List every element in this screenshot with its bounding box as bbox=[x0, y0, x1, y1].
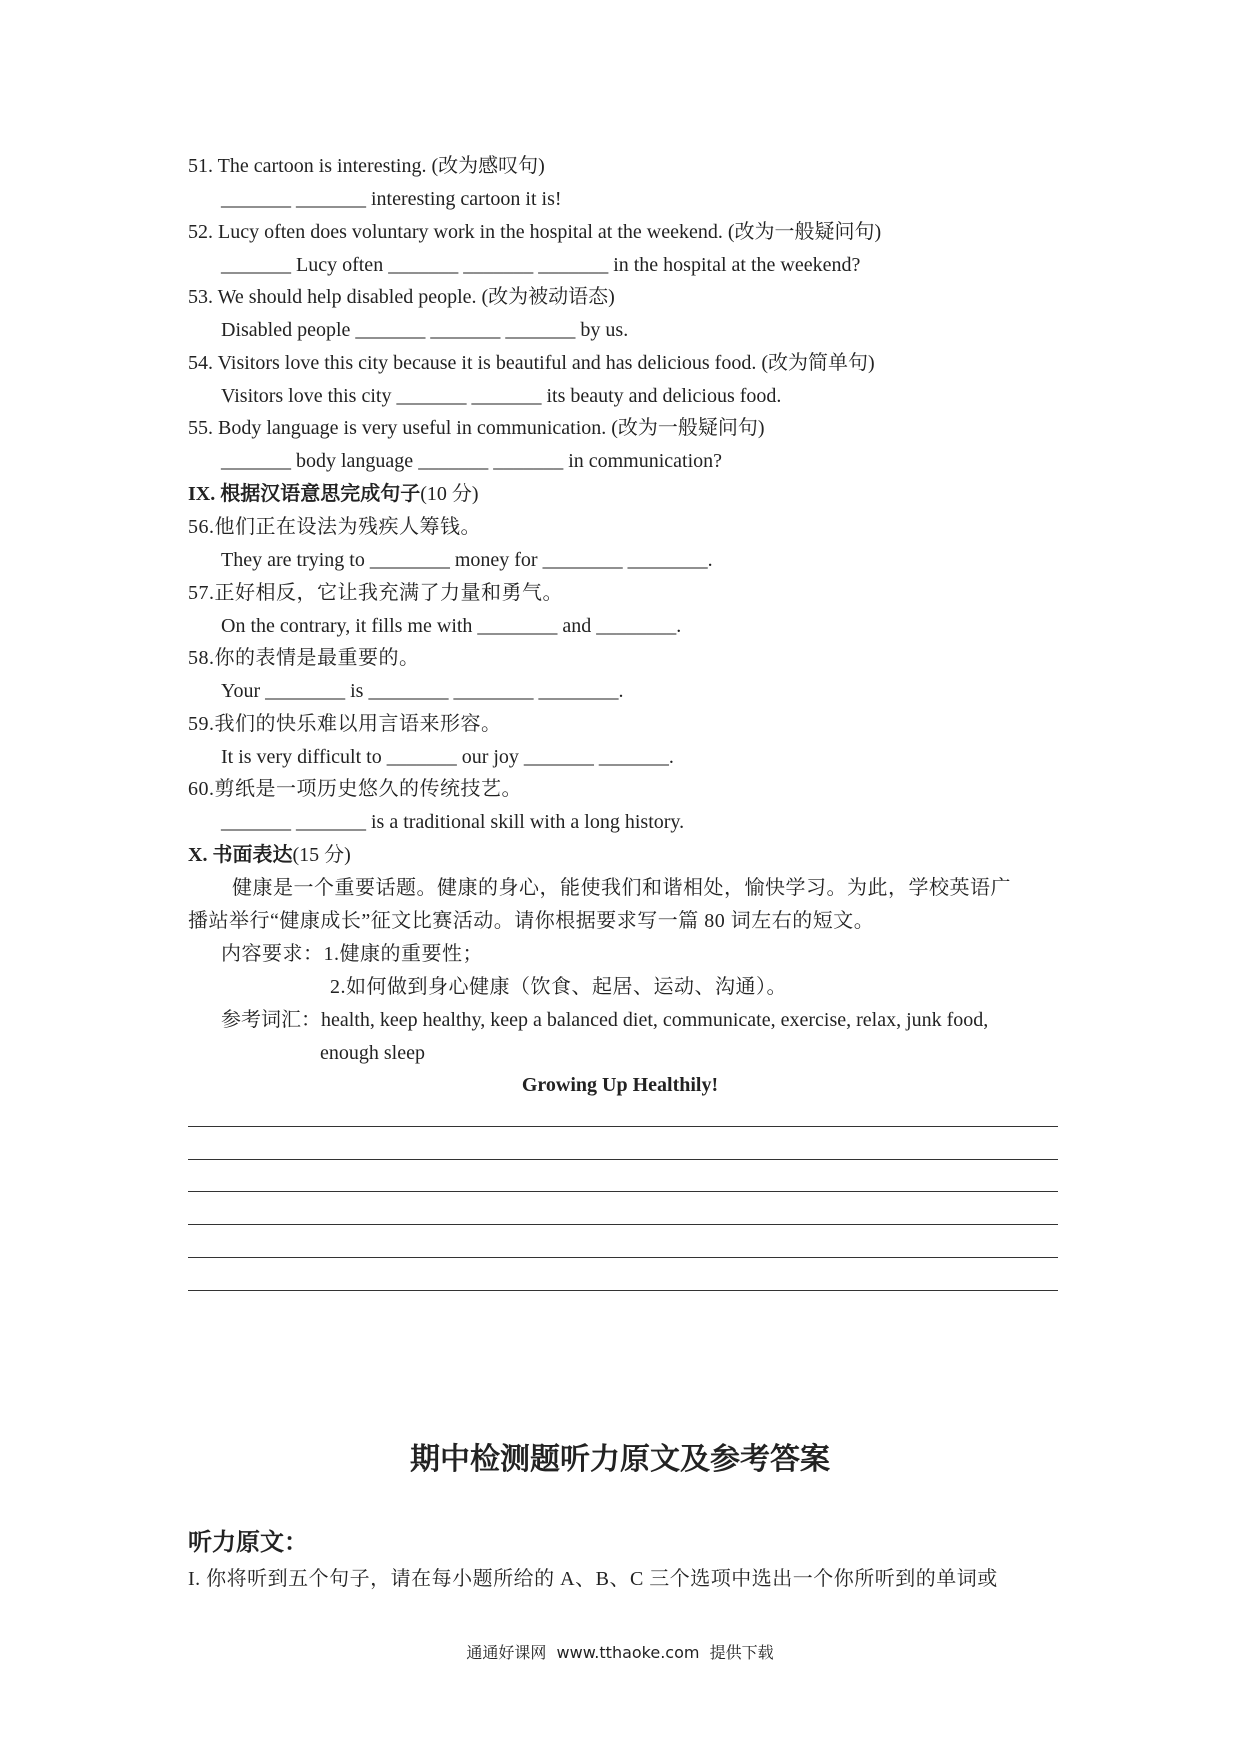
writing-line bbox=[188, 1126, 1058, 1127]
answers-title: 期中检测题听力原文及参考答案 bbox=[410, 1442, 830, 1477]
essay-prompt-line-2: 播站举行“健康成长”征文比赛活动。请你根据要求写一篇 80 词左右的短文。 bbox=[188, 910, 875, 932]
answer-line-55: _______ body language _______ _______ in communication? bbox=[221, 450, 723, 472]
section-9-title: IX. 根据汉语意思完成句子 bbox=[188, 483, 421, 505]
essay-requirement-2: 2.如何做到身心健康（饮食、起居、运动、沟通）。 bbox=[330, 976, 787, 998]
writing-line bbox=[188, 1191, 1058, 1192]
page-footer: 通通好课网 www.tthaoke.com 提供下载 bbox=[466, 1643, 774, 1662]
section-10-title: X. 书面表达 bbox=[188, 844, 293, 866]
question-52: 52. Lucy often does voluntary work in the hospital at the weekend. (改为一般疑问句) bbox=[188, 221, 882, 243]
answer-line-57: On the contrary, it fills me with ________ and ________. bbox=[221, 615, 682, 637]
essay-requirements: 内容要求：1.健康的重要性； bbox=[221, 943, 483, 965]
question-53: 53. We should help disabled people. (改为被动语态) bbox=[188, 286, 615, 308]
question-58: 58.你的表情是最重要的。 bbox=[188, 647, 420, 669]
question-57: 57.正好相反，它让我充满了力量和勇气。 bbox=[188, 582, 563, 604]
answer-line-54: Visitors love this city _______ _______ its beauty and delicious food. bbox=[221, 385, 782, 407]
answer-line-53: Disabled people _______ _______ _______ by us. bbox=[221, 319, 629, 341]
question-55: 55. Body language is very useful in communication. (改为一般疑问句) bbox=[188, 417, 765, 439]
section-10-heading bbox=[188, 842, 351, 868]
answer-line-51: _______ _______ interesting cartoon it is! bbox=[221, 188, 562, 210]
answer-line-58: Your ________ is ________ ________ ________. bbox=[221, 680, 624, 702]
listening-heading: 听力原文： bbox=[188, 1530, 308, 1556]
writing-line bbox=[188, 1224, 1058, 1225]
essay-vocabulary: 参考词汇：health, keep healthy, keep a balanced diet, communicate, exercise, relax, junk food, bbox=[221, 1009, 989, 1031]
answer-line-59: It is very difficult to _______ our joy _______ _______. bbox=[221, 746, 674, 768]
answer-line-52: _______ Lucy often _______ _______ _______ in the hospital at the weekend? bbox=[221, 254, 861, 276]
essay-prompt-line-1: 健康是一个重要话题。健康的身心，能使我们和谐相处，愉快学习。为此，学校英语广 bbox=[232, 877, 1011, 899]
question-56: 56.他们正在设法为残疾人筹钱。 bbox=[188, 516, 481, 538]
question-60: 60.剪纸是一项历史悠久的传统技艺。 bbox=[188, 778, 522, 800]
question-59: 59.我们的快乐难以用言语来形容。 bbox=[188, 713, 502, 735]
listening-part-1-instructions: I. 你将听到五个句子，请在每小题所给的 A、B、C 三个选项中选出一个你所听到的单词或 bbox=[188, 1568, 998, 1590]
answer-line-56: They are trying to ________ money for ________ ________. bbox=[221, 549, 713, 571]
answer-line-60: _______ _______ is a traditional skill with a long history. bbox=[221, 811, 685, 833]
section-9-points: (10 分) bbox=[420, 483, 479, 505]
section-9-heading bbox=[188, 481, 479, 507]
essay-title: Growing Up Healthily! bbox=[521, 1074, 719, 1096]
section-10-points: (15 分) bbox=[292, 844, 351, 866]
writing-line bbox=[188, 1290, 1058, 1291]
question-54: 54. Visitors love this city because it is beautiful and has delicious food. (改为简单句) bbox=[188, 352, 875, 374]
writing-line bbox=[188, 1257, 1058, 1258]
writing-line bbox=[188, 1159, 1058, 1160]
question-51: 51. The cartoon is interesting. (改为感叹句) bbox=[188, 155, 545, 177]
essay-vocabulary-cont: enough sleep bbox=[320, 1042, 425, 1064]
